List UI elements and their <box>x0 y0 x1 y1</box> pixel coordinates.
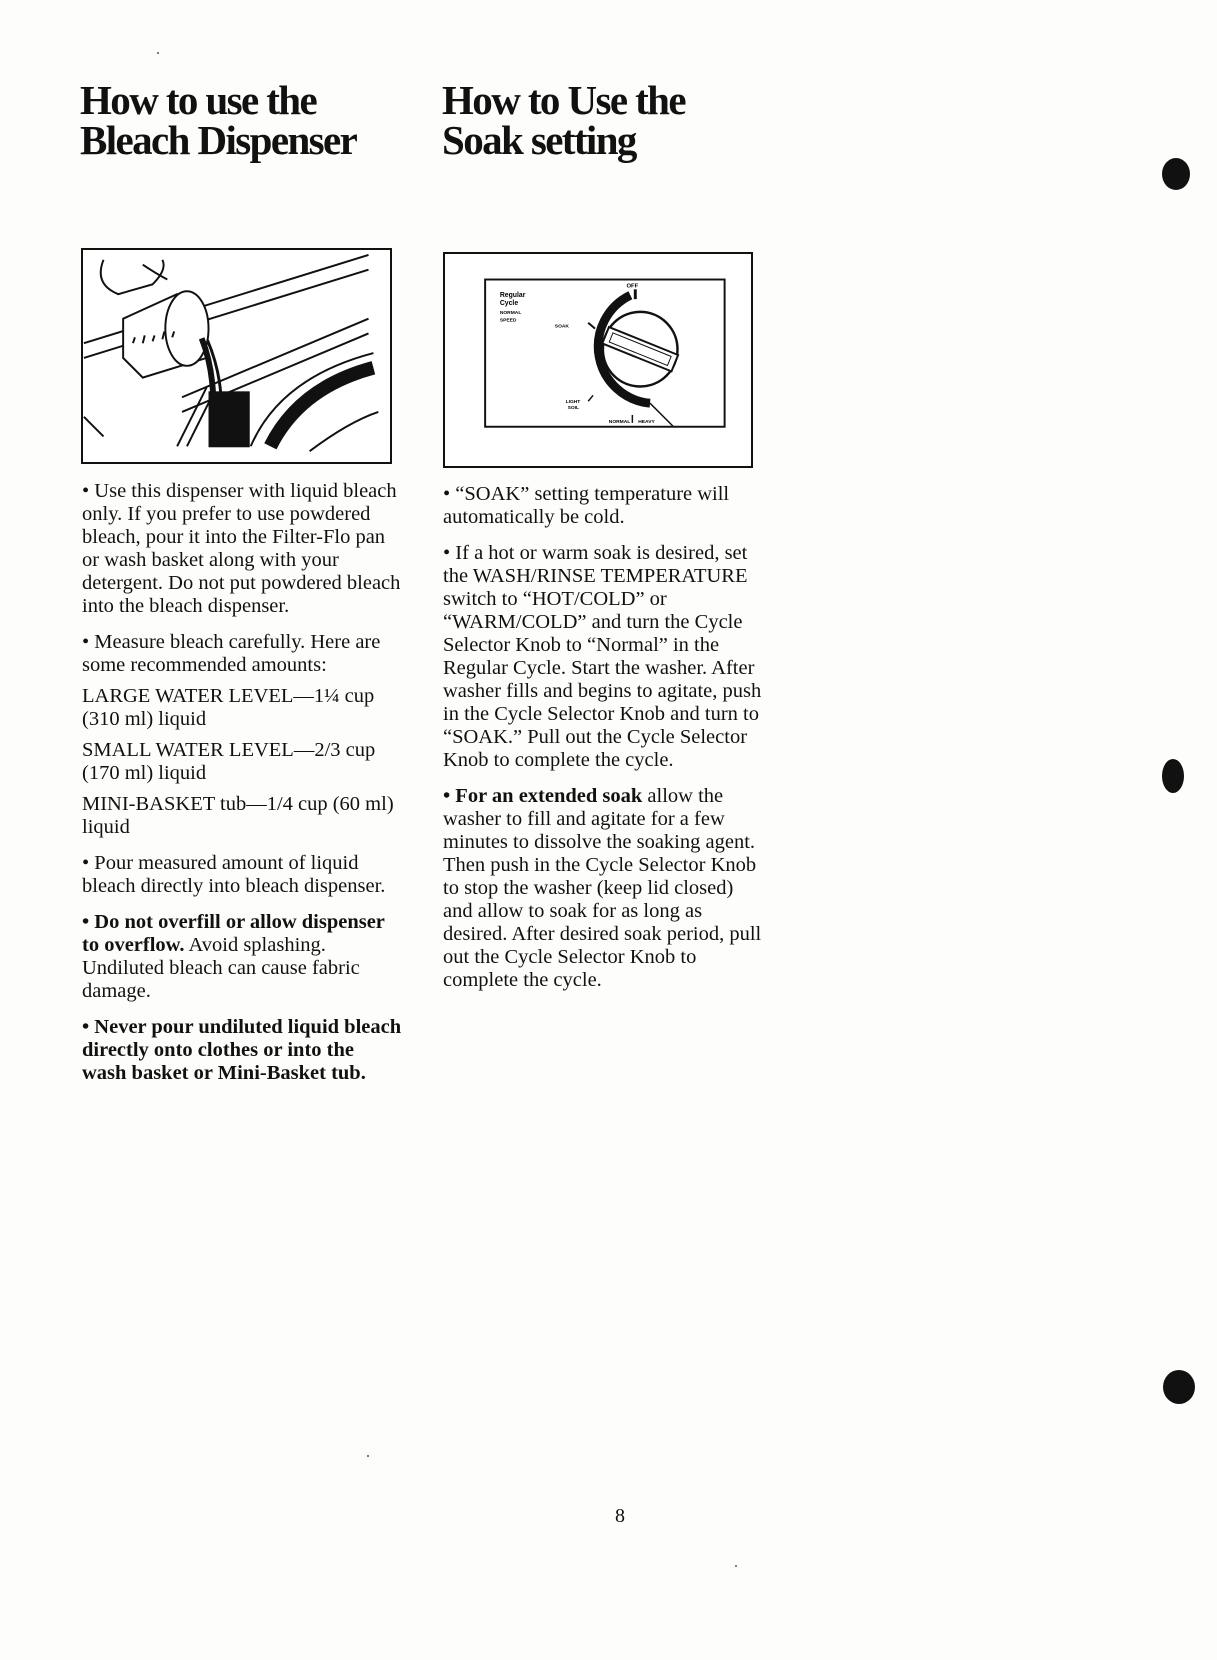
dial-label-off: OFF <box>626 283 639 290</box>
overfill-warning: • Do not overfill or allow dispenser to overflow. <box>82 911 385 956</box>
paragraph-liquid-only: • Use this dispenser with liquid bleach only. If you prefer to use powdered bleach, pour it into the Filter-Flo pan or wash basket along with your detergent. Do not put powdered bleach into the bleach dispenser. <box>82 480 401 617</box>
paragraph-pour: • Pour measured amount of liquid bleach directly into bleach dispenser. <box>82 852 386 897</box>
paragraph-extended-soak <box>443 785 763 992</box>
paragraph-hot-warm-soak: • If a hot or warm soak is desired, set the WASH/RINSE TEMPERATURE switch to “HOT/COLD” or “WARM/COLD” and turn the Cycle Selector Knob to “Normal” in the Regular Cycle. Start the washer. After washer fills and begins to agitate, push in the Cycle Selector Knob and turn to “SOAK.” Pull out the Cycle Selector Knob to complete the cycle. <box>443 542 762 771</box>
title-line: Bleach Dispenser <box>80 117 357 163</box>
cycle-dial-illustration <box>443 252 753 468</box>
title-line: How to Use the <box>442 77 685 123</box>
overfill-rest: Avoid splashing. Undiluted bleach can cause fabric damage. <box>82 934 360 1002</box>
binder-hole <box>1162 158 1190 190</box>
dial-label-heavy: HEAVY <box>638 419 655 425</box>
amount-mini: MINI-BASKET tub—1/4 cup (60 ml) liquid <box>82 793 394 838</box>
dial-label-light: LIGHT <box>565 400 581 406</box>
dial-label-cycle: Cycle <box>499 300 519 308</box>
dial-label-regular: Regular <box>499 292 526 300</box>
dial-label-soil: SOIL <box>567 406 579 412</box>
speck <box>157 52 159 54</box>
bleach-dispenser-title <box>80 77 357 163</box>
bleach-instructions <box>82 480 402 1098</box>
paragraph-soak-cold: • “SOAK” setting temperature will automatically be cold. <box>443 483 730 528</box>
speck <box>367 1455 369 1457</box>
bleach-pouring-illustration <box>81 248 392 464</box>
dial-label-speed: SPEED <box>499 318 517 324</box>
dial-label-soak: SOAK <box>554 324 569 330</box>
binder-hole <box>1163 1370 1195 1404</box>
never-warning: • Never pour undiluted liquid bleach directly onto clothes or into the wash basket or Mini-Basket tub. <box>82 1016 402 1084</box>
soak-instructions <box>443 483 763 1005</box>
speck <box>735 1565 737 1567</box>
title-line: How to use the <box>80 77 317 123</box>
extended-soak-lead: • For an extended soak <box>443 785 643 807</box>
paragraph-overfill <box>82 911 402 1003</box>
dial-label-normal-bottom: NORMAL <box>608 419 631 425</box>
title-line: Soak setting <box>442 117 636 163</box>
binder-hole <box>1162 759 1184 793</box>
amount-small: SMALL WATER LEVEL—2/3 cup (170 ml) liquid <box>82 739 376 784</box>
paragraph-measure: • Measure bleach carefully. Here are some recommended amounts: <box>82 631 381 676</box>
amount-large: LARGE WATER LEVEL—1¼ cup (310 ml) liquid <box>82 685 375 730</box>
paragraph-never <box>82 1016 402 1085</box>
extended-soak-rest: allow the washer to fill and agitate for a few minutes to dissolve the soaking agent. Then push in the Cycle Selector Knob to stop the washer (keep lid closed) and allow to soak for as long as desired. After desired soak period, pull out the Cycle Selector Knob to complete the cycle. <box>443 785 762 991</box>
page-number: 8 <box>615 1505 625 1527</box>
dial-label-normal: NORMAL <box>499 310 522 316</box>
soak-setting-title <box>442 77 685 163</box>
